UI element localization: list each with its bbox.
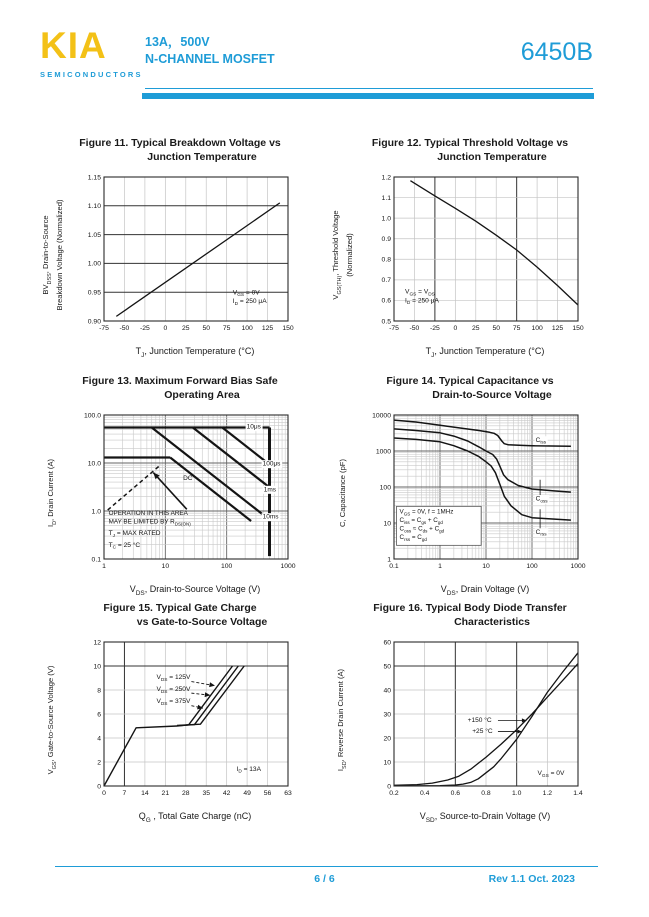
svg-text:0.90: 0.90 (87, 318, 101, 326)
svg-text:100: 100 (526, 563, 538, 570)
figure-13-title: Figure 13. Maximum Forward Bias Safe Operating Area (82, 375, 278, 401)
svg-text:1: 1 (387, 556, 391, 564)
svg-text:1000: 1000 (570, 563, 586, 570)
svg-text:8: 8 (97, 687, 101, 695)
svg-text:100: 100 (531, 325, 543, 332)
svg-text:VGS = VDS: $V_{GS} = V_{DS}$ (405, 288, 435, 298)
svg-text:-75: -75 (389, 325, 399, 332)
svg-text:1.10: 1.10 (87, 203, 101, 211)
svg-text:63: 63 (284, 790, 292, 797)
svg-text:1.2: 1.2 (542, 790, 553, 797)
svg-text:10: 10 (93, 663, 101, 671)
svg-text:Ciss = Cgs + Cgd: $C_{iss} = C_{gs} + C_{gd}$ (399, 517, 443, 525)
figure-15-title: Figure 15. Typical Gate Charge vs Gate-to-Source Voltage (103, 602, 268, 628)
svg-text:6: 6 (97, 711, 101, 719)
svg-text:VGS = 0V: $V_{GS} = 0V$ (537, 770, 565, 779)
svg-text:VDS = 250V: $V_{DS} = 250V$ (156, 685, 191, 695)
svg-text:100: 100 (241, 325, 253, 332)
svg-text:0.6: 0.6 (381, 297, 391, 305)
figure-15-chart (68, 634, 304, 806)
svg-text:75: 75 (512, 325, 521, 332)
svg-text:-25: -25 (429, 325, 440, 332)
svg-text:ID = 13A: $I_D = 13A$ (236, 765, 262, 775)
svg-text:150: 150 (282, 325, 294, 332)
svg-text:-50: -50 (119, 325, 130, 332)
svg-text:1.05: 1.05 (87, 231, 101, 239)
figure-16-title: Figure 16. Typical Body Diode Transfer Characteristics (373, 602, 567, 628)
svg-text:28: 28 (181, 790, 190, 797)
figure-14-chart (358, 407, 594, 579)
svg-text:50: 50 (492, 325, 501, 332)
header-rule-thin (145, 88, 593, 89)
brand-logo: KIA (40, 25, 107, 66)
svg-text:42: 42 (222, 790, 231, 797)
svg-text:125: 125 (551, 325, 564, 332)
svg-text:-50: -50 (409, 325, 420, 332)
svg-text:25: 25 (181, 325, 190, 332)
figure-14-ylabel: C, Capacitance (pF) (338, 459, 347, 527)
figure-13-chart (68, 407, 304, 579)
svg-text:0.8: 0.8 (381, 256, 391, 264)
brand-logo-subtitle: SEMICONDUCTORS (40, 70, 143, 79)
figure-11-ylabel: $BV_{DSS}$, Drain-to-Source Breakdown Voltage (Normalized) (41, 199, 64, 311)
svg-text:25: 25 (471, 325, 480, 332)
device-rating: 13A，500V (145, 35, 210, 49)
svg-text:1000: 1000 (375, 448, 391, 456)
revision-info: Rev 1.1 Oct. 2023 (488, 873, 575, 885)
svg-text:-25: -25 (139, 325, 150, 332)
figure-11 (38, 136, 322, 359)
svg-text:100: 100 (379, 484, 391, 492)
figure-16-ylabel: $I_{SD}$, Reverse Drain Current (A) (336, 668, 348, 772)
svg-text:50: 50 (383, 663, 391, 671)
svg-text:125: 125 (261, 325, 274, 332)
svg-text:1ms: 1ms (263, 486, 276, 494)
figure-14 (328, 374, 612, 597)
svg-text:100: 100 (220, 563, 233, 570)
figure-11-chart (68, 169, 304, 341)
svg-text:0.5: 0.5 (381, 318, 391, 326)
figure-12 (328, 136, 612, 359)
svg-text:2: 2 (97, 759, 101, 767)
figure-11-title: Figure 11. Typical Breakdown Voltage vs Junction Temperature (79, 137, 281, 163)
svg-text:35: 35 (202, 790, 211, 797)
figure-14-xlabel: $V_{DS}$, Drain Voltage (V) (440, 584, 530, 597)
svg-text:Coss: $C_{oss}$ (535, 495, 548, 504)
svg-text:56: 56 (263, 790, 272, 797)
svg-text:10: 10 (161, 563, 170, 570)
svg-text:14: 14 (141, 790, 149, 797)
svg-text:60: 60 (383, 639, 391, 647)
svg-text:MAY BE LIMITED BY RDS(ON): MAY BE LIMITED BY $R_{DS(ON)}$ (108, 518, 191, 527)
figure-13-xlabel: $V_{DS}$, Drain-to-Source Voltage (V) (129, 584, 261, 597)
figure-11-xlabel: $T_J$, Junction Temperature (°C) (135, 346, 255, 359)
svg-text:Ciss: $C_{iss}$ (535, 436, 547, 445)
svg-text:0: 0 (453, 325, 458, 332)
svg-text:1.2: 1.2 (381, 174, 391, 182)
figure-16-chart (358, 634, 594, 806)
svg-text:VGS = 0V: $V_{GS} = 0V$ (232, 289, 260, 299)
device-type: N-CHANNEL MOSFET (145, 52, 275, 66)
svg-text:12: 12 (93, 639, 101, 647)
svg-text:0.95: 0.95 (87, 289, 101, 297)
svg-text:0: 0 (102, 790, 106, 797)
svg-text:1.0: 1.0 (381, 215, 391, 223)
svg-text:49: 49 (243, 790, 251, 797)
svg-text:10: 10 (482, 563, 490, 570)
svg-text:1: 1 (438, 563, 442, 570)
svg-text:10: 10 (383, 759, 391, 767)
svg-text:0.4: 0.4 (419, 790, 430, 797)
svg-text:1000: 1000 (280, 563, 296, 570)
footer-rule (55, 866, 598, 867)
figure-12-xlabel: $T_J$, Junction Temperature (°C) (425, 346, 545, 359)
svg-text:1.1: 1.1 (381, 194, 391, 202)
svg-text:30: 30 (383, 711, 391, 719)
svg-text:1.00: 1.00 (87, 260, 101, 268)
svg-text:ID = 250 μA: $I_D = 250$ μA (405, 297, 439, 307)
svg-text:VDS = 125V: $V_{DS} = 125V$ (156, 674, 191, 683)
svg-text:20: 20 (383, 735, 391, 743)
svg-text:150: 150 (572, 325, 584, 332)
svg-text:0.1: 0.1 (389, 563, 399, 570)
figure-15-ylabel: $V_{GS}$, Gate-to-Source Voltage (V) (46, 665, 58, 775)
figure-15-xlabel: $Q_G$ , Total Gate Charge (nC) (138, 811, 252, 824)
figure-16-xlabel: $V_{SD}$, Source-to-Drain Voltage (V) (419, 811, 551, 824)
svg-text:0.6: 0.6 (450, 790, 461, 797)
svg-text:10: 10 (383, 520, 391, 528)
svg-text:DC: DC (183, 474, 193, 482)
header-rule-thick (142, 93, 594, 99)
svg-text:21: 21 (161, 790, 170, 797)
figure-12-ylabel: $V_{GS(TH)}$, Threshold Voltage (Normalized) (331, 210, 354, 300)
svg-text:4: 4 (97, 735, 101, 743)
svg-text:0.7: 0.7 (381, 277, 391, 285)
svg-text:-75: -75 (99, 325, 109, 332)
svg-text:100μs: 100μs (262, 460, 281, 468)
svg-text:7: 7 (122, 790, 127, 797)
svg-text:100.0: 100.0 (83, 412, 101, 420)
svg-text:1: 1 (102, 563, 106, 570)
svg-text:VDS = 375V: $V_{DS} = 375V$ (156, 698, 191, 707)
device-description (145, 34, 275, 68)
svg-text:TJ = MAX RATED: $T_J$ = MAX RATED (108, 530, 161, 540)
svg-text:40: 40 (383, 687, 391, 695)
svg-text:+25 °C: +25 °C (472, 728, 493, 736)
svg-text:Crss = Cgd: $C_{rss} = C_{gd}$ (399, 534, 427, 542)
svg-text:10000: 10000 (372, 412, 391, 420)
svg-text:75: 75 (222, 325, 231, 332)
figure-14-title: Figure 14. Typical Capacitance vs Drain-to-Source Voltage (386, 375, 554, 401)
svg-text:Crss: $C_{rss}$ (535, 528, 547, 537)
page-number: 6 / 6 (314, 873, 335, 885)
svg-text:1.0: 1.0 (511, 790, 522, 797)
figure-12-title: Figure 12. Typical Threshold Voltage vs Junction Temperature (371, 137, 569, 163)
svg-text:0.8: 0.8 (481, 790, 491, 797)
figure-13-ylabel: $I_D$, Drain Current (A) (46, 458, 58, 528)
svg-text:TC = 25 °C: $T_C = 25$ °C (108, 541, 141, 551)
svg-text:VGS = 0V, f = 1MHz: $V_{GS} = 0V$, f = 1MHz (399, 508, 454, 517)
svg-text:0.2: 0.2 (389, 790, 399, 797)
figure-12-chart (358, 169, 594, 341)
svg-text:0.1: 0.1 (91, 556, 101, 564)
svg-text:Coss ≈ Cds + Cgd: $C_{oss} \approx C_{ds} + C_{gd}$ (399, 525, 445, 534)
svg-text:OPERATION IN THIS AREA: OPERATION IN THIS AREA (108, 510, 188, 518)
svg-text:0: 0 (387, 783, 391, 791)
svg-text:1.15: 1.15 (87, 174, 101, 182)
figure-16 (328, 601, 612, 824)
svg-text:10ms: 10ms (262, 513, 279, 521)
svg-text:10μs: 10μs (246, 423, 261, 431)
figure-13 (38, 374, 322, 597)
svg-text:+150 °C: +150 °C (467, 716, 492, 724)
svg-text:0.9: 0.9 (381, 236, 391, 244)
svg-text:1.0: 1.0 (91, 508, 101, 516)
svg-text:10.0: 10.0 (87, 460, 101, 468)
figure-15 (38, 601, 322, 824)
svg-text:0: 0 (163, 325, 168, 332)
svg-text:1.4: 1.4 (573, 790, 583, 797)
svg-text:0: 0 (97, 783, 101, 791)
part-number: 6450B (520, 38, 593, 66)
svg-text:ID = 250 μA: $I_D = 250$ μA (232, 298, 267, 307)
svg-text:50: 50 (202, 325, 211, 332)
